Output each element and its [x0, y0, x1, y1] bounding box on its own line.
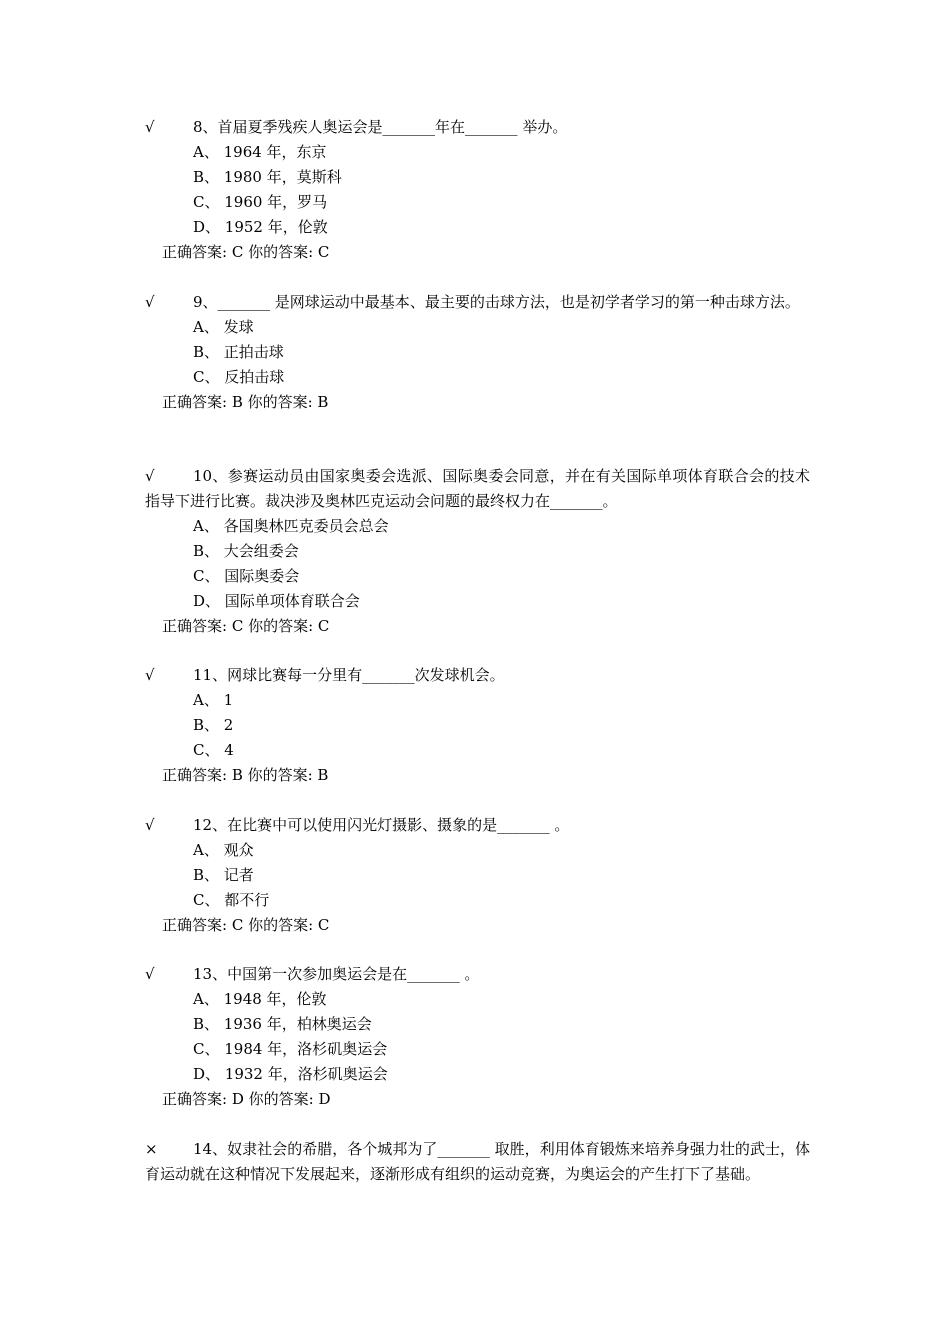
question-14 — [145, 1137, 810, 1187]
correct-mark-icon: √ — [145, 666, 155, 684]
answer-line: 正确答案: D 你的答案: D — [162, 1090, 331, 1108]
option: B、 正拍击球 — [193, 343, 284, 361]
question-stem — [145, 813, 810, 838]
question-text: 14、奴隶社会的希腊，各个城邦为了_______ 取胜，利用体育锻炼来培养身强力壮的武士，体育运动就在这种情况下发展起来，逐渐形成有组织的运动竞赛，为奥运会的产生打下了基础。 — [145, 1140, 810, 1183]
option: C、 1984 年，洛杉矶奥运会 — [193, 1040, 388, 1058]
question-11 — [145, 663, 810, 788]
question-stem — [145, 115, 810, 140]
correct-mark-icon: √ — [145, 293, 155, 311]
option: D、 1952 年，伦敦 — [193, 218, 328, 236]
question-9 — [145, 290, 810, 415]
question-13 — [145, 962, 810, 1112]
option: B、 记者 — [193, 866, 254, 884]
question-text: 12、在比赛中可以使用闪光灯摄影、摄象的是_______ 。 — [193, 816, 570, 834]
question-stem — [145, 962, 810, 987]
option: B、 1980 年，莫斯科 — [193, 168, 342, 186]
question-text: 13、中国第一次参加奥运会是在_______ 。 — [193, 965, 480, 983]
option: A、 1948 年，伦敦 — [193, 990, 327, 1008]
option: C、 反拍击球 — [193, 368, 285, 386]
option: B、 大会组委会 — [193, 542, 299, 560]
answer-line: 正确答案: B 你的答案: B — [162, 393, 329, 411]
option: C、 1960 年，罗马 — [193, 193, 328, 211]
answer-line: 正确答案: C 你的答案: C — [162, 617, 330, 635]
answer-line: 正确答案: C 你的答案: C — [162, 916, 330, 934]
question-8 — [145, 115, 810, 265]
question-stem — [145, 290, 810, 315]
correct-mark-icon: √ — [145, 816, 155, 834]
option: A、 各国奥林匹克委员会总会 — [193, 517, 389, 535]
correct-mark-icon: √ — [145, 118, 155, 136]
option: C、 国际奥委会 — [193, 567, 300, 585]
question-text: 11、网球比赛每一分里有_______次发球机会。 — [193, 666, 505, 684]
question-10 — [145, 464, 810, 639]
question-text: 10、参赛运动员由国家奥委会选派、国际奥委会同意，并在有关国际单项体育联合会的技术指导下进行比赛。裁决涉及奥林匹克运动会问题的最终权力在_______。 — [145, 467, 810, 510]
option: B、 2 — [193, 716, 234, 734]
option: D、 1932 年，洛杉矶奥运会 — [193, 1065, 388, 1083]
option: C、 都不行 — [193, 891, 270, 909]
option: A、 发球 — [193, 318, 254, 336]
option: A、 1 — [193, 691, 234, 709]
question-stem — [145, 1137, 810, 1187]
question-text: 8、首届夏季残疾人奥运会是_______年在_______ 举办。 — [193, 118, 568, 136]
question-stem — [145, 663, 810, 688]
correct-mark-icon: √ — [145, 467, 155, 485]
question-text: 9、_______ 是网球运动中最基本、最主要的击球方法，也是初学者学习的第一种击球方法。 — [193, 293, 800, 311]
question-12 — [145, 813, 810, 938]
option: D、 国际单项体育联合会 — [193, 592, 360, 610]
correct-mark-icon: √ — [145, 965, 155, 983]
option: A、 观众 — [193, 841, 254, 859]
option: C、 4 — [193, 741, 234, 759]
question-stem — [145, 464, 810, 514]
option: A、 1964 年，东京 — [193, 143, 327, 161]
answer-line: 正确答案: C 你的答案: C — [162, 243, 330, 261]
option: B、 1936 年，柏林奥运会 — [193, 1015, 372, 1033]
answer-line: 正确答案: B 你的答案: B — [162, 766, 329, 784]
wrong-mark-icon: × — [145, 1140, 158, 1158]
